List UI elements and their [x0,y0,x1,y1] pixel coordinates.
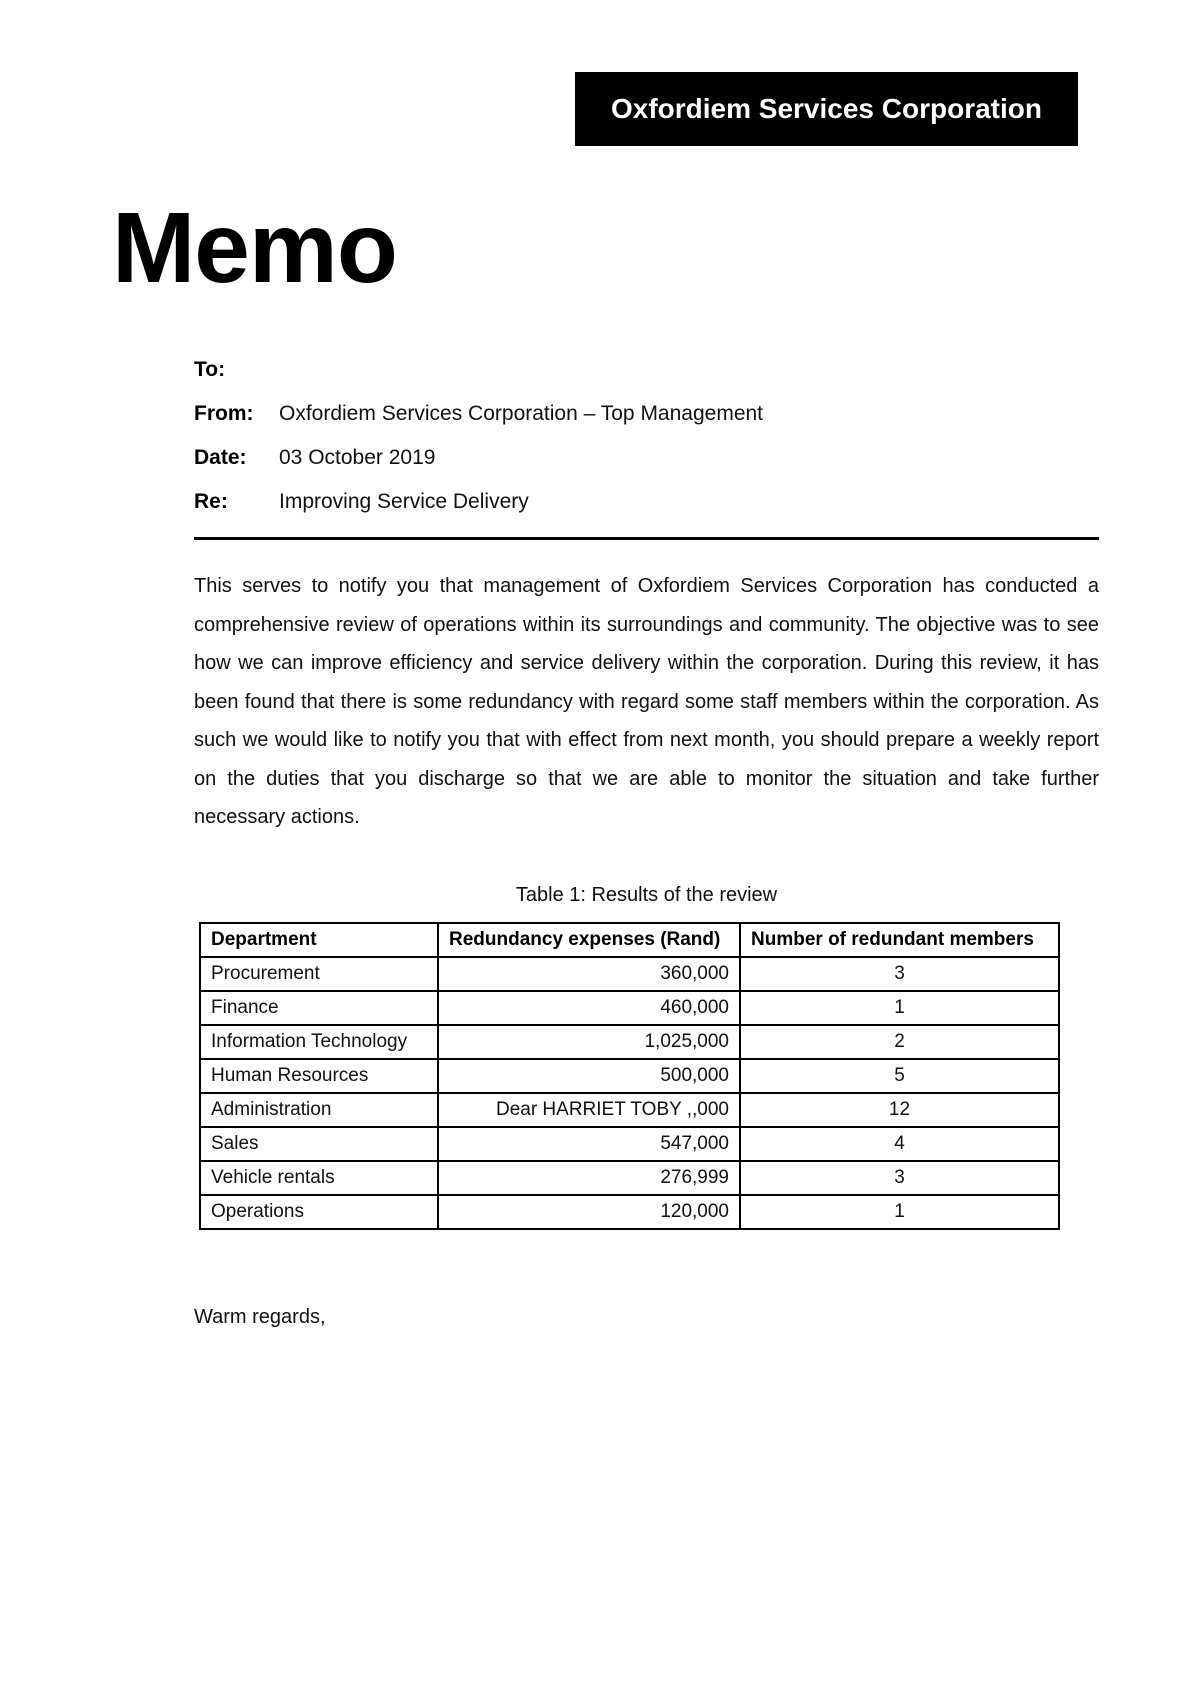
header-redundancy-expenses: Redundancy expenses (Rand) [438,923,740,957]
from-row [194,392,1094,436]
members-cell: 5 [740,1059,1059,1093]
expense-cell: 547,000 [438,1127,740,1161]
members-cell: 1 [740,991,1059,1025]
to-label: To: [194,358,226,381]
memo-title: Memo [112,192,397,304]
from-label: From: [194,402,254,425]
expense-cell: 276,999 [438,1161,740,1195]
department-cell: Finance [200,991,438,1025]
table-row [200,957,1059,991]
table-row [200,1059,1059,1093]
header-department: Department [200,923,438,957]
expense-cell: 120,000 [438,1195,740,1229]
table-row [200,991,1059,1025]
members-cell: 3 [740,1161,1059,1195]
table-header-row [200,923,1059,957]
department-cell: Vehicle rentals [200,1161,438,1195]
table-row [200,1025,1059,1059]
date-row [194,436,1094,480]
members-cell: 3 [740,957,1059,991]
table-row [200,1195,1059,1229]
date-label: Date: [194,446,247,469]
from-value: Oxfordiem Services Corporation – Top Management [279,402,764,425]
department-cell: Procurement [200,957,438,991]
memo-body: This serves to notify you that management of Oxfordiem Services Corporation has conducted a comprehensive review of operations within its surroundings and community. The objective was to see how we can improve efficiency and service delivery within the corporation. During this review, it has been found that there is some redundancy with regard some staff members within the corporation. As such we would like to notify you that with effect from next month, you should prepare a weekly report on the duties that you discharge so that we are able to monitor the situation and take further necessary actions. [194,575,1099,828]
department-cell: Administration [200,1093,438,1127]
header-redundant-members: Number of redundant members [740,923,1059,957]
header-divider [194,537,1099,540]
expense-cell: 360,000 [438,957,740,991]
re-row [194,480,1094,524]
department-cell: Human Resources [200,1059,438,1093]
expense-cell: Dear HARRIET TOBY ,,000 [438,1093,740,1127]
table-row [200,1093,1059,1127]
expense-cell: 500,000 [438,1059,740,1093]
expense-cell: 460,000 [438,991,740,1025]
closing-salutation: Warm regards, [194,1306,326,1328]
department-cell: Operations [200,1195,438,1229]
members-cell: 2 [740,1025,1059,1059]
to-row [194,348,1094,392]
re-value: Improving Service Delivery [279,490,529,513]
results-table [199,922,1060,1230]
table-row [200,1127,1059,1161]
memo-header-fields [194,348,1094,524]
re-label: Re: [194,490,228,513]
members-cell: 1 [740,1195,1059,1229]
department-cell: Sales [200,1127,438,1161]
table-row [200,1161,1059,1195]
department-cell: Information Technology [200,1025,438,1059]
table-caption: Table 1: Results of the review [515,884,778,906]
members-cell: 12 [740,1093,1059,1127]
date-value: 03 October 2019 [279,446,436,469]
company-name-banner: Oxfordiem Services Corporation [575,72,1078,146]
expense-cell: 1,025,000 [438,1025,740,1059]
members-cell: 4 [740,1127,1059,1161]
